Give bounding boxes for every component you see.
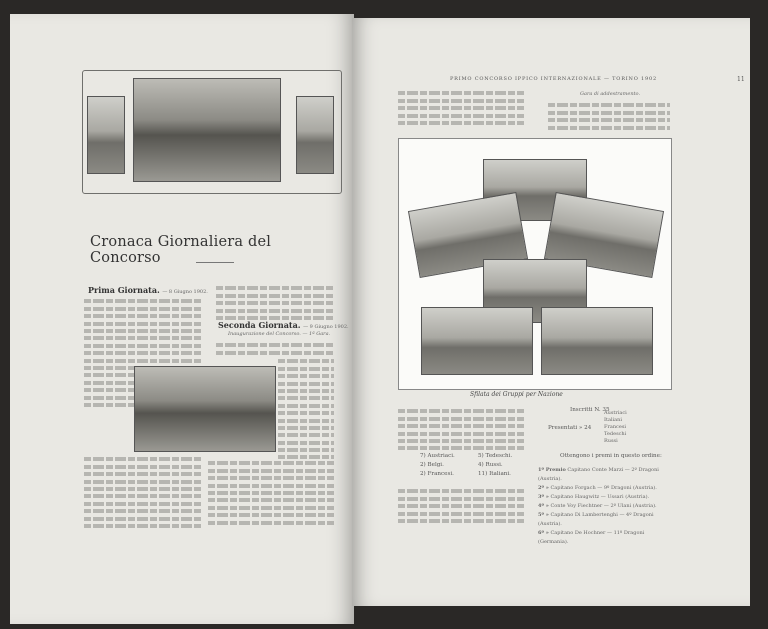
header-photo-center [133,78,281,182]
presentati-count: Presentati » 24 [548,425,592,431]
right-bottom-text [208,458,334,528]
day1-heading: Prima Giornata. — 8 Giugno 1902. [88,285,208,295]
nations-list-left: 7) Austriaci. 2) Belgi. 2) Francesi. [420,453,455,477]
right-column-top-text [216,283,334,323]
prize-row: 5º » Capitano Di Lambertenghi — 4º Dragoni (Austria). [538,512,654,527]
prize-intro: Ottengono i premi in questo ordine: [560,453,662,459]
carriage-photo [134,366,276,452]
nations-list-right: 5) Tedeschi. 4) Russi. 11) Italiani. [478,453,513,477]
collage-photo-lower-left [421,307,533,375]
day2-subheading: Inaugurazione del Concorso. — 1ª Gara. [228,331,331,337]
collage-photo-lower-right [541,307,653,375]
right-lower-text [398,406,524,454]
section-text [548,100,670,133]
title-ornament [196,262,234,263]
day2-heading: Seconda Giornata. — 9 Giugno 1902. [218,320,349,330]
inscritti-count: Inscritti N. 35 [570,407,610,413]
section-heading: Gara di addestramento. [580,91,641,97]
nation-brace-list: Austriaci Italiani Francesi Tedeschi Russi [604,410,627,444]
day1-text [84,296,202,373]
left-bottom-text [84,454,202,531]
day2-text-narrow [278,356,334,463]
running-head: PRIMO CONCORSO IPPICO INTERNAZIONALE — TORINO 1902 [450,76,657,82]
header-photo-left [87,96,125,174]
prize-row: 4º » Conte Voy Fiechtner — 2º Ulani (Austria). [538,503,657,509]
prize-row: 3º » Capitano Haugwitz — Ussari (Austria). [538,494,650,500]
prize-row: 6º » Capitano De Hochner — 11º Dragoni (Germania). [538,530,645,545]
right-final-text [398,486,524,526]
prize-row: 1º Premio Capitano Conte Marzi — 2º Dragoni (Austria). [538,467,659,482]
page-title: Cronaca Giornaliera del Concorso [90,234,272,266]
right-intro-text [398,88,524,128]
prize-list [538,466,670,547]
collage-caption: Sfilata dei Gruppi per Nazione [470,391,563,398]
day1-text-narrow [84,370,138,410]
header-photo-right [296,96,334,174]
prize-row: 2º » Capitano Forgach — 9º Dragoni (Austria). [538,485,657,491]
photo-collage [398,138,672,390]
page-number: 11 [737,76,745,83]
